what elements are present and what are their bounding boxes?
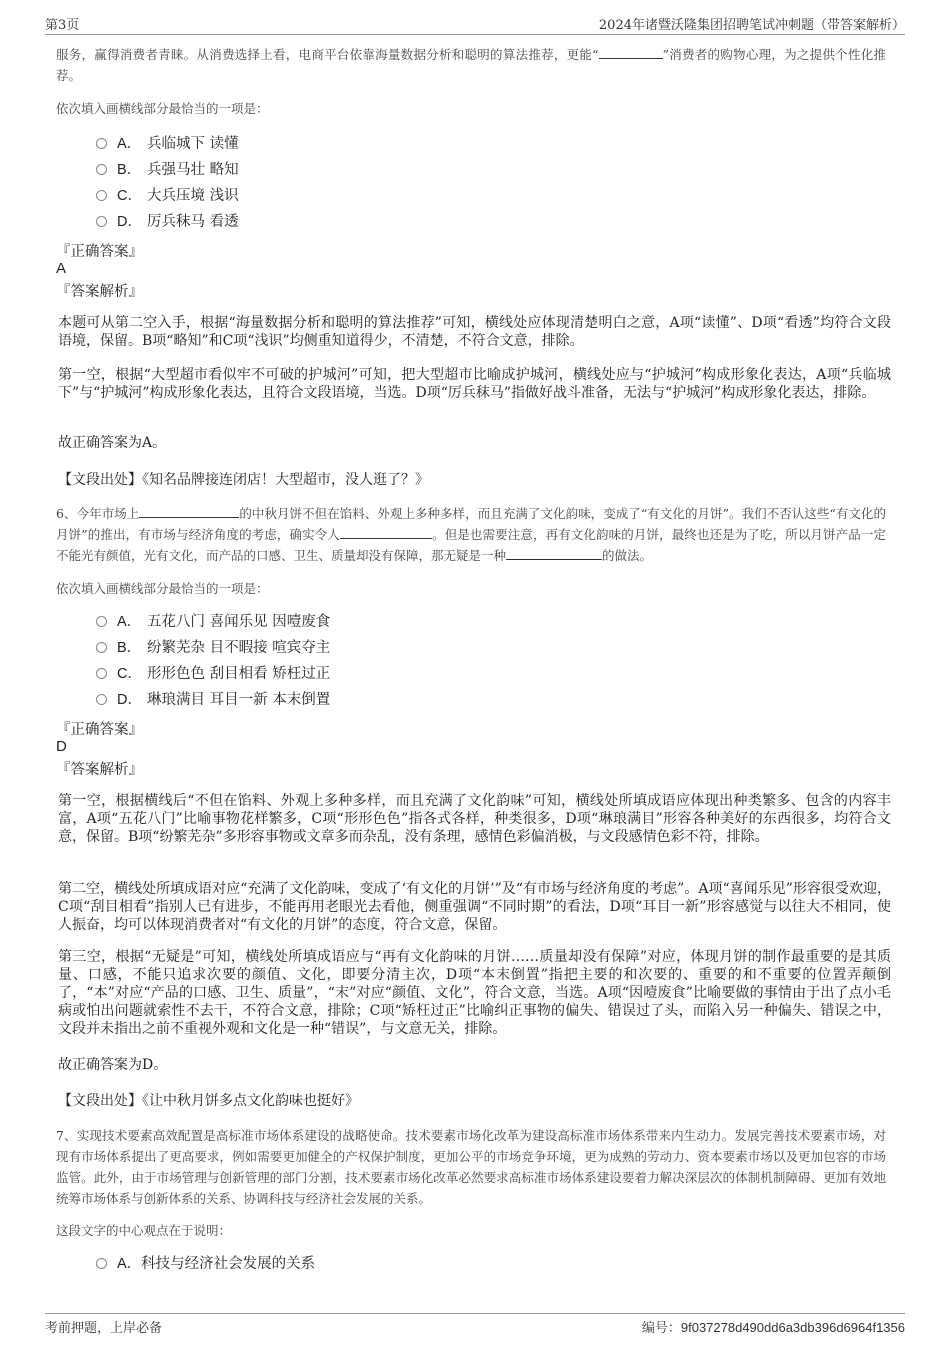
analysis-label: 『答案解析』: [56, 284, 143, 300]
fill-blank: [599, 46, 663, 59]
q5-prompt: 依次填入画横线部分最恰当的一项是：: [56, 101, 269, 116]
explanation-paragraph: 本题可从第二空入手，根据“海量数据分析和聪明的算法推荐”可知，横线处应体现清楚明白之意，A项“读懂”、D项“看透”均符合文段语境，保留。B项“略知”和C项“浅识”均侧重知道得少，不清楚，不符合文意，排除。: [58, 315, 891, 349]
explanation-paragraph: 第二空，横线处所填成语对应“充满了文化韵味，变成了‘有文化的月饼’”及“有市场与经济角度的考虑”。A项“喜闻乐见”形容很受欢迎，C项“刮目相看”指别人已有进步，不能再用老眼光去看他，侧重强调“不同时期”的看法，D项“耳目一新”形容感觉与以往大不相同，使人振奋，均可以体现消费者对“有文化的月饼”的态度，符合文意，保留。: [58, 881, 891, 933]
q5-option-d[interactable]: D． 厉兵秣马 看透: [96, 211, 239, 233]
answer-label: 『正确答案』: [56, 244, 143, 260]
q7-option-a[interactable]: A．科技与经济社会发展的关系: [96, 1253, 315, 1275]
explanation-paragraph: 第一空，根据横线后“不但在馅料、外观上多种多样，而且充满了文化韵味”可知，横线处所填成语应体现出种类繁多、包含的内容丰富，A项“五花八门”比喻事物花样繁多，C项“形形色色”指各式各样，种类很多，D项“琳琅满目”形容各种美好的东西很多，均符合文意，保留。B项“纷繁芜杂”多形容事物或文章多而杂乱，没有条理，感情色彩偏消极，与文段感情色彩不符，排除。: [58, 793, 891, 845]
q6-passage: 6、今年市场上 的中秋月饼不但在馅料、外观上多种多样，而且充满了文化韵味，变成了“有文化的月饼”。我们不否认这些“有文化的月饼”的推出，有市场与经济角度的考虑，确实令人 。但是也需要注意，再有文化韵味的月饼，最终也还是为了吃，所以月饼产品一定不能光有颜值，光有文化，而产品的口感、卫生、质量却没有保障，那无疑是一种 的做法。: [56, 506, 886, 563]
explanation-paragraph: 第三空，根据“无疑是”可知，横线处所填成语应与“再有文化韵味的月饼……质量却没有保障”对应，体现月饼的制作最重要的是其质量、口感，不能只追求次要的颜值、文化，即要分清主次，D项“本末倒置”指把主要的和次要的、重要的和不重要的位置弄颠倒了，“本”对应“产品的口感、卫生、质量”，“末”对应“颜值、文化”，符合文意，当选。A项“因噎废食”比喻要做的事情由于出了点小毛病或怕出问题就索性不去干，不符合文意，排除；C项“矫枉过正”比喻纠正事物的偏失、错误过了头，而陷入另一种偏失、错误之中，文段并未指出之前不重视外观和文化是一种“错误”，与文意无关，排除。: [58, 949, 891, 1037]
fill-blank: [340, 526, 432, 539]
answer-label: 『正确答案』: [56, 722, 143, 738]
document-id: 编号：9f037278d490dd6a3db396d6964f1356: [641, 1320, 905, 1335]
q6-prompt: 依次填入画横线部分最恰当的一项是：: [56, 581, 269, 596]
radio-icon[interactable]: [96, 694, 107, 705]
radio-icon[interactable]: [96, 668, 107, 679]
fill-blank: [506, 547, 602, 560]
q6-option-d[interactable]: D． 琳琅满目 耳目一新 本末倒置: [96, 689, 330, 711]
analysis-label: 『答案解析』: [56, 762, 143, 778]
page-number: 第3页: [45, 18, 80, 33]
radio-icon[interactable]: [96, 1258, 107, 1269]
fill-blank: [139, 505, 239, 518]
explanation-conclusion: 故正确答案为D。: [58, 1057, 168, 1073]
q5-option-a[interactable]: A． 兵临城下 读懂: [96, 133, 239, 155]
q7-passage: 7、实现技术要素高效配置是高标准市场体系建设的战略使命。技术要素市场化改革为建设高标准市场体系带来内生动力。发展完善技术要素市场，对现有市场体系提出了更高要求，例如需要更加健全的产权保护制度，更加公平的市场竞争环境，更为成熟的劳动力、资本要素市场以及更加包容的市场监管。此外，由于市场管理与创新管理的部门分割，技术要素市场化改革必然要求高标准市场体系建设要着力解决深层次的体制机制障碍、更加有效地统筹市场体系与创新体系的关系、协调科技与经济社会发展的关系。: [56, 1128, 886, 1206]
q6-option-a[interactable]: A． 五花八门 喜闻乐见 因噎废食: [96, 611, 330, 633]
source-citation: 【文段出处】《让中秋月饼多点文化韵味也挺好》: [58, 1093, 359, 1109]
radio-icon[interactable]: [96, 642, 107, 653]
q6-option-b[interactable]: B． 纷繁芜杂 目不暇接 喧宾夺主: [96, 637, 330, 659]
document-title: 2024年诸暨沃隆集团招聘笔试冲刺题（带答案解析）: [598, 18, 905, 33]
page-footer: [45, 1313, 905, 1336]
answer-value: D: [56, 738, 67, 755]
q6-option-c[interactable]: C． 形形色色 刮目相看 矫枉过正: [96, 663, 330, 685]
answer-value: A: [56, 260, 67, 277]
radio-icon[interactable]: [96, 138, 107, 149]
radio-icon[interactable]: [96, 616, 107, 627]
radio-icon[interactable]: [96, 216, 107, 227]
explanation-paragraph: 第一空，根据“大型超市看似牢不可破的护城河”可知，把大型超市比喻成护城河，横线处应与“护城河”构成形象化表达，A项“兵临城下”与“护城河”构成形象化表达，且符合文段语境，当选。D项“厉兵秣马”指做好战斗准备，无法与“护城河”构成形象化表达，排除。: [58, 367, 891, 401]
q7-prompt: 这段文字的中心观点在于说明：: [56, 1223, 232, 1238]
explanation-conclusion: 故正确答案为A。: [58, 435, 167, 451]
q5-passage: 服务，赢得消费者青睐。从消费选择上看，电商平台依靠海量数据分析和聪明的算法推荐，更能“ ”消费者的购物心理，为之提供个性化推荐。: [56, 47, 886, 83]
radio-icon[interactable]: [96, 164, 107, 175]
q5-option-c[interactable]: C． 大兵压境 浅识: [96, 185, 239, 207]
source-citation: 【文段出处】《知名品牌接连闭店！大型超市，没人逛了？》: [58, 472, 429, 488]
footer-slogan: 考前押题，上岸必备: [45, 1321, 163, 1336]
q5-option-b[interactable]: B． 兵强马壮 略知: [96, 159, 239, 181]
radio-icon[interactable]: [96, 190, 107, 201]
page-header: [45, 12, 905, 35]
